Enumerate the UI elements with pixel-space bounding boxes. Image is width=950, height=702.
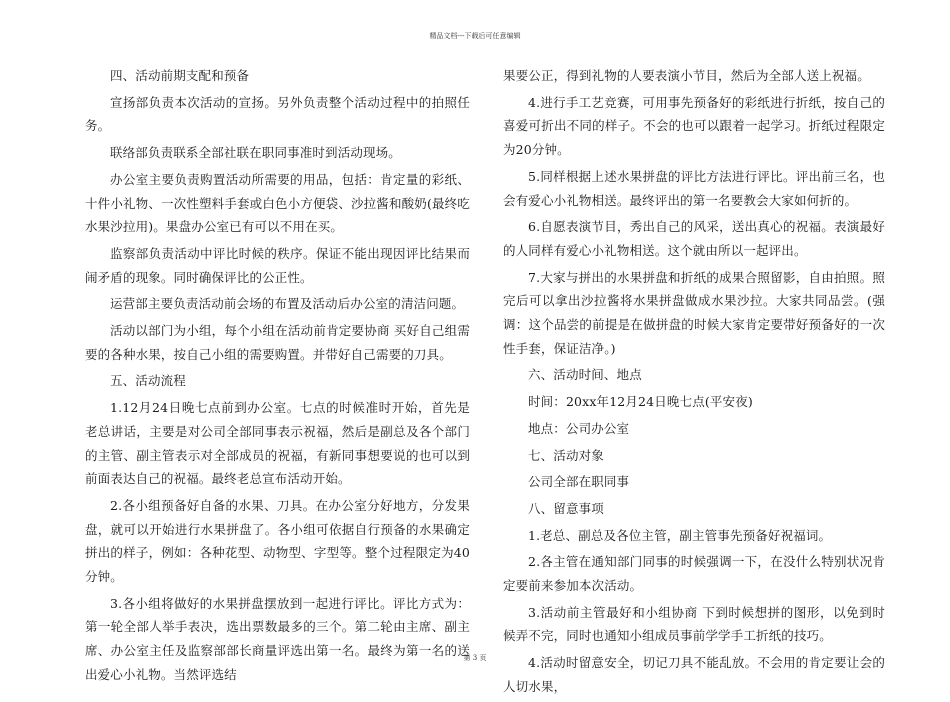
paragraph: 1.老总、副总及各位主管，副主管事先预备好祝福词。 (528, 527, 832, 543)
paragraph: 运营部主要负责活动前会场的布置及活动后办公室的清洁问题。 (110, 296, 465, 312)
paragraph: 联络部负责联系全部社联在职同事准时到活动现场。 (110, 145, 401, 161)
paragraph: 2.各主管在通知部门同事的时候强调一下，在没什么特别状况肯定要前来参加本次活动。 (503, 554, 885, 594)
paragraph: 八、留意事项 (528, 500, 604, 516)
paragraph: 四、活动前期支配和预备 (110, 68, 250, 83)
paragraph: 办公室主要负责购置活动所需要的用品，包括：肯定量的彩纸、十件小礼物、一次性塑料手套或白色小方便袋、沙拉酱和酸奶(最终吃水果沙拉用)。果盘办公室已有可以不用在买。 (85, 171, 470, 235)
paragraph: 5.同样根据上述水果拼盘的评比方法进行评比。评出前三名，也会有爱心小礼物相送。最终评出的第一名要教会大家如何折的。 (503, 168, 885, 208)
paragraph-continuation: 果要公正，得到礼物的人要表演小节目，然后为全部人送上祝福。 (503, 68, 870, 83)
paragraph: 3.活动前主管最好和小组协商 下到时候想拼的图形，以免到时候弄不完，同时也通知小组成员事前学学手工折纸的技巧。 (503, 604, 885, 644)
paragraph: 1.12月24日晚七点前到办公室。七点的时候准时开始，首先是老总讲话，主要是对公司全部同事表示祝福，然后是副总及各个部门的主管、副主管表示对全部成员的祝福，有新同事想要说的也可以到前面表达自己的祝福。最终老总宣布活动开始。 (85, 400, 470, 487)
paragraph: 6.自愿表演节目，秀出自己的风采，送出真心的祝福。表演最好的人同样有爱心小礼物相送。这个就由所以一起评出。 (503, 219, 885, 258)
paragraph: 7.大家与拼出的水果拼盘和折纸的成果合照留影，自由拍照。照完后可以拿出沙拉酱将水果拼盘做成水果沙拉。大家共同品尝。(强调：这个品尝的前提是在做拼盘的时候大家肯定要带好预备好的一次性手套，保证洁净。) (503, 269, 885, 356)
paragraph: 五、活动流程 (110, 373, 186, 389)
paragraph: 宣扬部负责本次活动的宣扬。另外负责整个活动过程中的拍照任务。 (85, 94, 470, 134)
paragraph: 七、活动对象 (528, 447, 604, 463)
page-header: 精品文档---下载后可任意编辑 (429, 32, 521, 40)
paragraph: 2.各小组预备好自备的水果、刀具。在办公室分好地方，分发果盘，就可以开始进行水果拼盘了。各小组可依据自行预备的水果确定拼出的样子，例如：各种花型、动物型、字型等。整个过程限定为40分钟。 (85, 497, 470, 585)
paragraph: 地点：公司办公室 (528, 420, 630, 436)
left-column (85, 64, 470, 690)
paragraph: 监察部负责活动中评比时候的秩序。保证不能出现因评比结果而闹矛盾的现象。同时确保评比的公正性。 (85, 245, 470, 285)
page-number: 第 3 页 (463, 654, 487, 662)
right-column (503, 64, 885, 702)
paragraph: 4.进行手工艺竞赛，可用事先预备好的彩纸进行折纸，按自己的喜爱可折出不同的样子。不会的也可以跟着一起学习。折纸过程限定为20分钟。 (503, 94, 885, 158)
paragraph: 3.各小组将做好的水果拼盘摆放到一起进行评比。评比方式为：第一轮全部人举手表决，选出票数最多的三个。第二轮由主席、副主席、办公室主任及监察部部长商量评选出第一名。最终为第一名的送出爱心小礼物。当然评选结 (85, 595, 470, 682)
paragraph: 活动以部门为小组，每个小组在活动前肯定要协商 买好自己组需要的各种水果，按自己小组的需要购置。并带好自己需要的刀具。 (85, 323, 470, 362)
paragraph: 六、活动时间、地点 (528, 367, 642, 383)
paragraph: 4.活动时留意安全，切记刀具不能乱放。不会用的肯定要让会的人切水果， (503, 655, 885, 694)
paragraph: 公司全部在职同事 (528, 474, 630, 490)
paragraph: 时间：20xx年12月24日晚七点(平安夜) (528, 394, 753, 410)
